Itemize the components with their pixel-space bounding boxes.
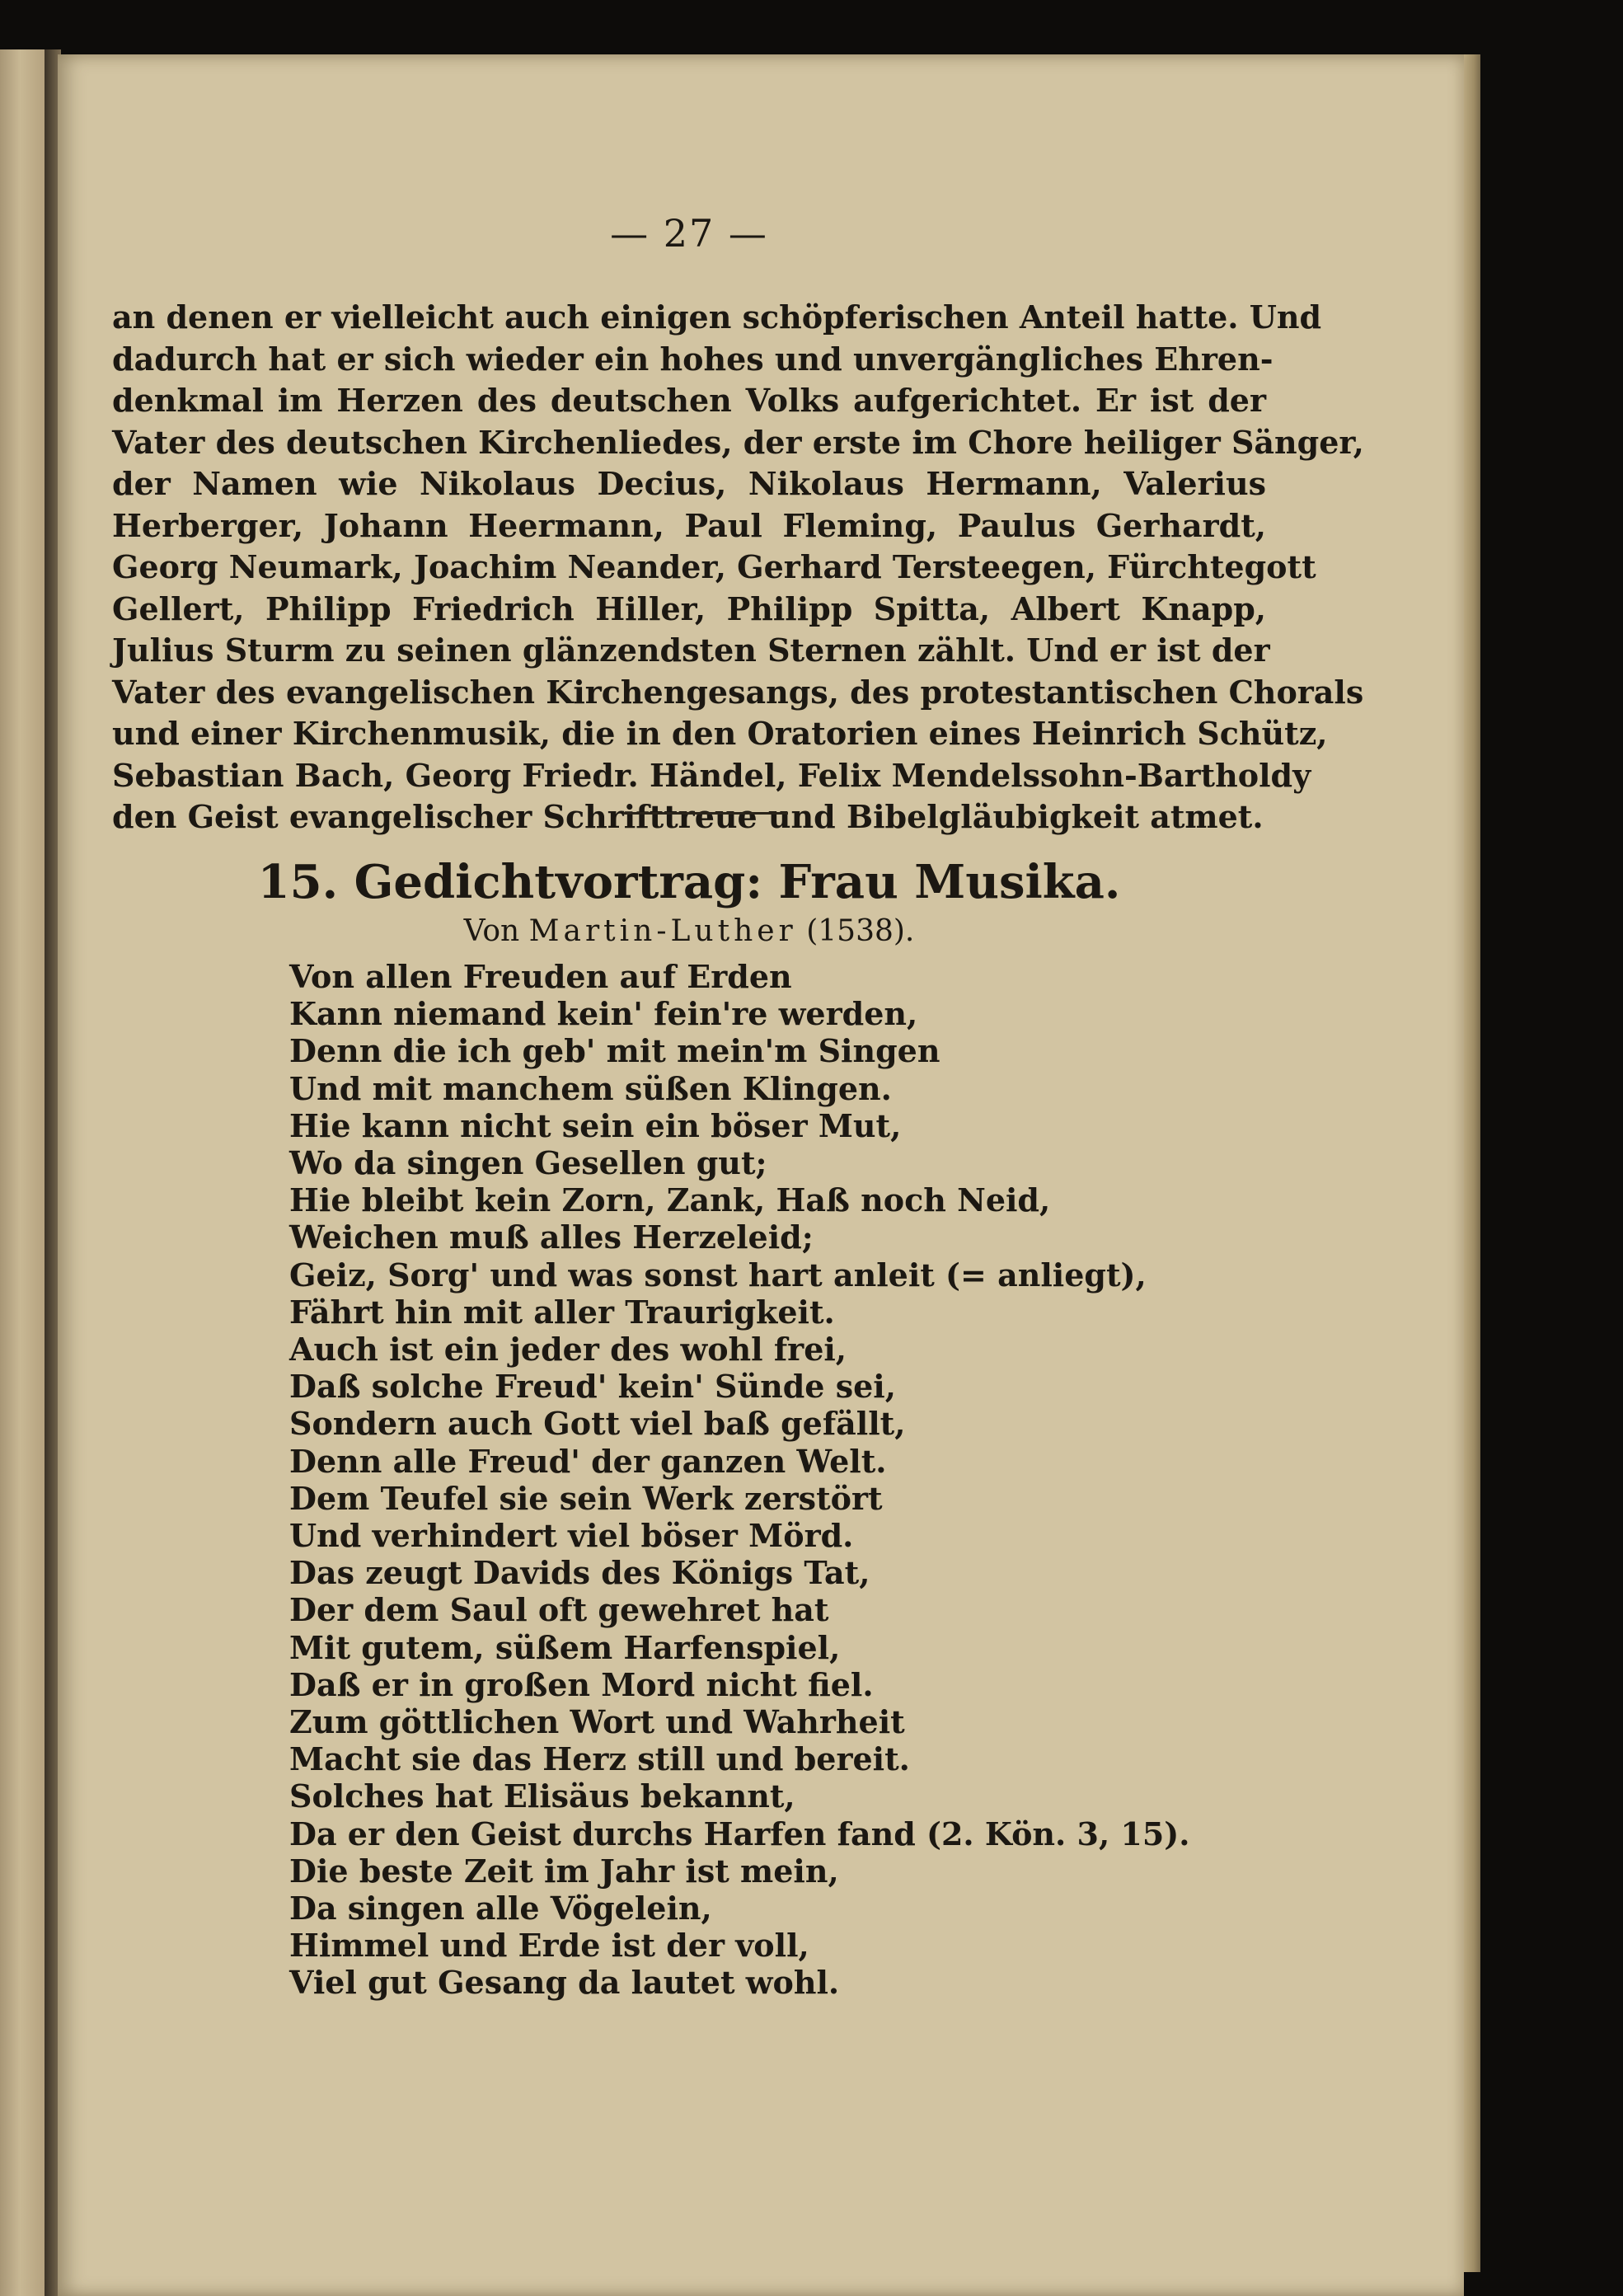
prose-line: und einer Kirchenmusik, die in den Oratorien eines Heinrich Schütz, bbox=[112, 715, 1328, 752]
poem-line: Das zeugt Davids des Königs Tat, bbox=[289, 1554, 870, 1592]
poem-line: Der dem Saul oft gewehret hat bbox=[289, 1591, 829, 1629]
poem-line: Daß solche Freud' kein' Sünde sei, bbox=[289, 1368, 896, 1406]
poem-line: Denn alle Freud' der ganzen Welt. bbox=[289, 1442, 887, 1480]
poem-line: Solches hat Elisäus bekannt, bbox=[289, 1777, 795, 1815]
poem-line: Da singen alle Vögelein, bbox=[289, 1890, 712, 1927]
prose-line: an denen er vielleicht auch einigen schöpferischen Anteil hatte. Und bbox=[112, 298, 1322, 336]
prose-line: Vater des evangelischen Kirchengesangs, des protestantischen Chorals bbox=[112, 673, 1364, 711]
poem-line: Und mit manchem süßen Klingen. bbox=[289, 1069, 892, 1107]
poem-line: Macht sie das Herz still und bereit. bbox=[289, 1740, 910, 1778]
poem-line: Himmel und Erde ist der voll, bbox=[289, 1927, 809, 1965]
poem-line: Hie bleibt kein Zorn, Zank, Haß noch Neid, bbox=[289, 1181, 1051, 1219]
poem-line: Geiz, Sorg' und was sonst hart anleit (= anliegt), bbox=[289, 1256, 1147, 1294]
poem-body bbox=[289, 958, 1237, 2002]
byline-prefix: Von bbox=[463, 914, 520, 948]
poem-line: Auch ist ein jeder des wohl frei, bbox=[289, 1331, 847, 1369]
prose-line: der Namen wie Nikolaus Decius, Nikolaus Hermann, Valerius bbox=[112, 465, 1266, 502]
poem-line: Kann niemand kein' fein're werden, bbox=[289, 995, 918, 1033]
poem-byline bbox=[112, 915, 1266, 948]
poem-line: Hie kann nicht sein ein böser Mut, bbox=[289, 1106, 902, 1144]
prose-line: Sebastian Bach, Georg Friedr. Händel, Felix Mendelssohn-Bartholdy bbox=[112, 756, 1311, 794]
poem-title: 15. Gedichtvortrag: Frau Musika. bbox=[257, 855, 1121, 909]
poem-line: Und verhindert viel böser Mörd. bbox=[289, 1517, 854, 1555]
page-number: — 27 — bbox=[610, 211, 768, 256]
prose-line: denkmal im Herzen des deutschen Volks aufgerichtet. Er ist der bbox=[112, 382, 1266, 419]
poem-line: Weichen muß alles Herzeleid; bbox=[289, 1218, 814, 1256]
poem-line: Denn die ich geb' mit mein'm Singen bbox=[289, 1032, 940, 1070]
prose-line: Gellert, Philipp Friedrich Hiller, Philipp Spitta, Albert Knapp, bbox=[112, 589, 1266, 627]
poem-line: Dem Teufel sie sein Werk zerstört bbox=[289, 1479, 883, 1517]
prose-line: Georg Neumark, Joachim Neander, Gerhard Tersteegen, Fürchtegott bbox=[112, 548, 1316, 585]
byline-author: Martin-Luther bbox=[528, 914, 797, 948]
prose-line: dadurch hat er sich wieder ein hohes und unvergängliches Ehren- bbox=[112, 340, 1274, 378]
poem-line: Sondern auch Gott viel baß gefällt, bbox=[289, 1405, 906, 1443]
poem-line: Zum göttlichen Wort und Wahrheit bbox=[289, 1703, 905, 1741]
poem-line: Von allen Freuden auf Erden bbox=[289, 958, 792, 995]
prose-paragraph bbox=[112, 297, 1364, 838]
poem-line: Die beste Zeit im Jahr ist mein, bbox=[289, 1852, 839, 1890]
poem-line: Daß er in großen Mord nicht fiel. bbox=[289, 1665, 874, 1703]
poem-line: Da er den Geist durchs Harfen fand (2. Kön. 3, 15). bbox=[289, 1815, 1190, 1852]
poem-line: Fährt hin mit aller Traurigkeit. bbox=[289, 1293, 835, 1331]
poem-line: Viel gut Gesang da lautet wohl. bbox=[289, 1964, 840, 2002]
prose-line: den Geist evangelischer Schrifttreue und Bibelgläubigkeit atmet. bbox=[112, 798, 1264, 835]
prose-line: Herberger, Johann Heermann, Paul Fleming, Paulus Gerhardt, bbox=[112, 506, 1266, 544]
facing-page-edge bbox=[0, 49, 45, 2296]
byline-year: (1538). bbox=[806, 914, 915, 948]
prose-line: Julius Sturm zu seinen glänzendsten Sternen zählt. Und er ist der bbox=[112, 632, 1270, 669]
page-fore-edge bbox=[1464, 54, 1480, 2272]
section-divider bbox=[623, 812, 788, 815]
poem-line: Mit gutem, süßem Harfenspiel, bbox=[289, 1628, 841, 1666]
prose-line: Vater des deutschen Kirchenliedes, der erste im Chore heiliger Sänger, bbox=[112, 423, 1364, 461]
poem-line: Wo da singen Gesellen gut; bbox=[289, 1144, 767, 1182]
